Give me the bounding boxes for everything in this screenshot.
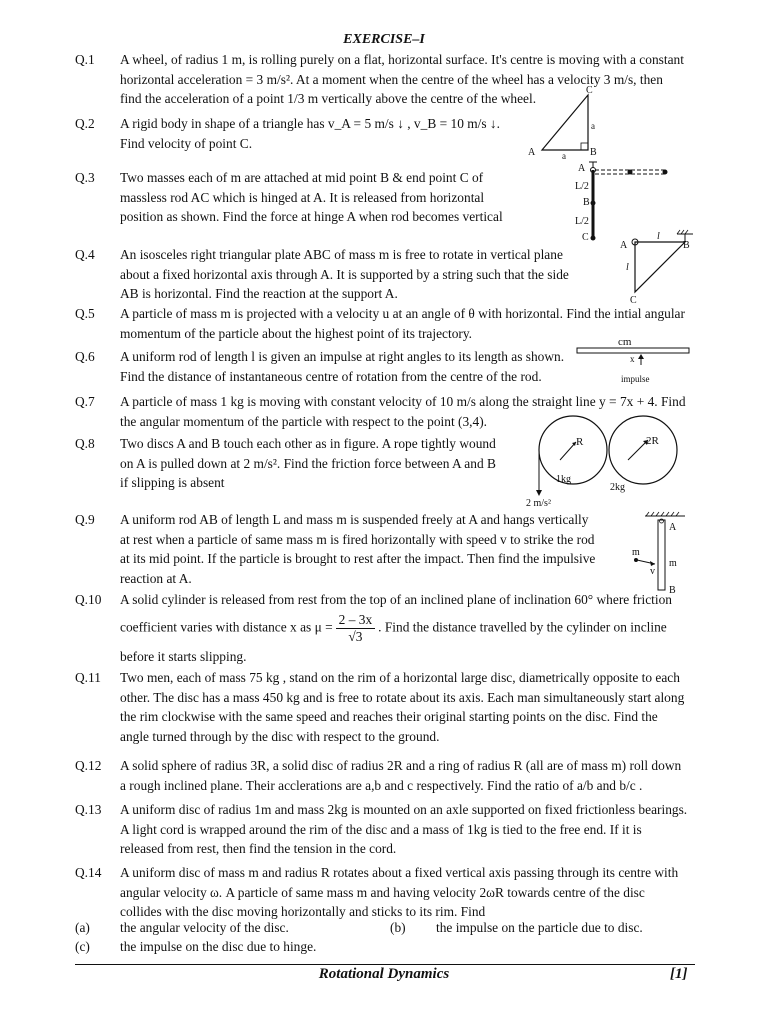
question-line: A uniform rod of length l is given an impulse at right angles to its length as shown. — [120, 349, 565, 364]
question-text — [120, 114, 500, 153]
q14-part-a-text: the angular velocity of the disc. — [120, 920, 289, 935]
question-line: A uniform disc of mass m and radius R rotates about a fixed vertical axis passing through its centre with — [120, 865, 679, 880]
question-line: reaction at A. — [120, 570, 192, 586]
question-text — [120, 510, 595, 588]
q3-label-a: A — [578, 163, 586, 174]
q6-rod-figure — [575, 335, 695, 390]
question-line: released from rest, then find the tension in the cord. — [120, 841, 397, 857]
question-line: other. The disc has a mass 450 kg and is free to rotate about its axis. Each man simultaneously start along — [120, 689, 685, 705]
question-line: momentum of the particle about the highest point of its trajectory. — [120, 325, 473, 341]
question-line: Two discs A and B touch each other as in figure. A rope tightly wound — [120, 436, 496, 451]
question-line: A uniform disc of radius 1m and mass 2kg is mounted on an axle supported on fixed frictionless bearings. — [120, 802, 688, 817]
question-line: Find the distance of instantaneous centre of rotation from the centre of the rod. — [120, 368, 542, 384]
q2-triangle-figure — [520, 85, 610, 160]
question-text — [120, 668, 684, 746]
footer-title: Rotational Dynamics — [318, 966, 450, 982]
q8-label-2kg: 2kg — [610, 482, 625, 493]
q4-side-l-top: l — [657, 231, 660, 242]
q9-label-m-rod: m — [669, 558, 677, 569]
page-number: [1] — [670, 966, 688, 982]
question-line: about a fixed horizontal axis through A. It is supported by a string such that the side — [120, 266, 569, 282]
question-line: A wheel, of radius 1 m, is rolling purely on a flat, horizontal surface. It's centre is moving with a constant — [120, 52, 684, 67]
q14-part-b-text: the impulse on the particle due to disc. — [436, 920, 643, 935]
question-number: Q.13 — [75, 802, 102, 817]
q8-label-2r: 2R — [646, 435, 659, 447]
question-line: A rigid body in shape of a triangle has v_A = 5 m/s ↓ , v_B = 10 m/s ↓. — [120, 116, 500, 131]
q10-mu-fraction — [336, 612, 375, 645]
q4-label-c: C — [630, 295, 637, 306]
q2-label-b: B — [590, 147, 597, 158]
q3-label-l2: L/2 — [575, 216, 589, 227]
question-line: angular velocity ω. A particle of same mass m and having velocity 2ωR towards centre of the disc — [120, 884, 645, 900]
q3-label-l1: L/2 — [575, 181, 589, 192]
question-line: Find velocity of point C. — [120, 135, 253, 151]
question-line: A uniform rod AB of length L and mass m is suspended freely at A and hangs vertically — [120, 512, 589, 527]
question-number: Q.3 — [75, 170, 95, 185]
question-text — [120, 800, 687, 859]
q3-label-c: C — [582, 232, 589, 243]
fraction-numerator: 2 – 3x — [336, 612, 375, 629]
question-line: A light cord is wrapped around the rim of the disc and a mass of 1kg is tied to the free end. If it is — [120, 821, 642, 837]
fraction-denominator: √3 — [348, 628, 363, 644]
q2-side-a-vertical: a — [591, 121, 595, 131]
question-text — [120, 347, 564, 386]
question-line: Two masses each of m are attached at mid point B & end point C of — [120, 170, 484, 185]
q4-side-l-left: l — [626, 262, 629, 273]
question-text — [120, 863, 678, 922]
q14-part-c-text: the impulse on the disc due to hinge. — [120, 939, 317, 954]
question-text — [120, 434, 496, 493]
q8-discs-figure — [520, 412, 700, 512]
q4-plate-figure — [615, 228, 695, 308]
question-line: massless rod AC which is hinged at A. It is released from horizontal — [120, 189, 485, 205]
q4-label-b: B — [683, 240, 690, 251]
q6-label-cm: cm — [618, 336, 632, 348]
q10-text-before-fraction: coefficient varies with distance x as μ = — [120, 619, 333, 635]
question-number: Q.5 — [75, 306, 95, 321]
q9-label-m-particle: m — [632, 547, 640, 558]
q8-label-1kg: 1kg — [556, 474, 571, 485]
question-number: Q.6 — [75, 349, 95, 364]
question-line: if slipping is absent — [120, 475, 225, 491]
q2-side-a-horizontal: a — [562, 151, 566, 161]
question-text — [120, 245, 569, 304]
question-text — [120, 756, 681, 795]
question-number: Q.10 — [75, 592, 102, 607]
question-line: An isosceles right triangular plate ABC of mass m is free to rotate in vertical plane — [120, 247, 563, 262]
q4-label-a: A — [620, 240, 628, 251]
q9-label-a: A — [669, 522, 677, 533]
question-line: position as shown. Find the force at hinge A when rod becomes vertical — [120, 209, 503, 225]
q9-rod-figure — [625, 512, 695, 594]
question-number: Q.12 — [75, 758, 102, 773]
question-line: before it starts slipping. — [120, 648, 247, 664]
q14-part-b-label: (b) — [390, 920, 406, 935]
question-line: A particle of mass m is projected with a velocity u at an angle of θ with horizontal. Find the intial angular — [120, 306, 685, 321]
question-line: at rest when a particle of same mass m is fired horizontally with speed v to strike the rod — [120, 531, 595, 547]
question-number: Q.9 — [75, 512, 95, 527]
question-line: A particle of mass 1 kg is moving with constant velocity of 10 m/s along the straight line y = 7x + 4. Find — [120, 394, 686, 409]
question-number: Q.11 — [75, 670, 101, 685]
q8-label-acc: 2 m/s² — [526, 498, 551, 509]
question-line: AB is horizontal. Find the reaction at the support A. — [120, 286, 398, 302]
question-line: on A is pulled down at 2 m/s². Find the friction force between A and B — [120, 455, 496, 471]
question-line: the rim clockwise with the same speed and reaches their original starting points on the disc. Find the — [120, 709, 658, 725]
footer-rule — [75, 964, 695, 965]
q3-label-b: B — [583, 197, 590, 208]
question-number: Q.8 — [75, 436, 95, 451]
question-line: A solid sphere of radius 3R, a solid disc of radius 2R and a ring of radius R (all are of mass m) roll down — [120, 758, 682, 773]
exercise-title: EXERCISE–I — [343, 32, 425, 47]
q9-label-b: B — [669, 585, 676, 596]
q6-label-x: x — [630, 354, 635, 364]
question-number: Q.4 — [75, 247, 95, 262]
question-text — [120, 590, 672, 666]
q14-part-c-label: (c) — [75, 939, 90, 954]
question-line: A solid cylinder is released from rest from the top of an inclined plane of inclination 60° where friction — [120, 592, 672, 607]
q6-label-impulse: impulse — [621, 374, 650, 384]
question-line: angle turned through by the disc with respect to the ground. — [120, 728, 440, 744]
question-number: Q.7 — [75, 394, 95, 409]
q9-label-v: v — [650, 566, 655, 577]
question-line: at its mid point. If the particle is brought to rest after the impact. Then find the impulsive — [120, 551, 596, 567]
q2-label-a: A — [528, 147, 536, 158]
question-number: Q.14 — [75, 865, 102, 880]
question-line: horizontal acceleration = 3 m/s². At a moment when the centre of the wheel has a velocity 3 m/s, then — [120, 71, 663, 87]
question-number: Q.2 — [75, 116, 95, 131]
question-number: Q.1 — [75, 52, 95, 67]
question-line-with-fraction — [120, 612, 672, 645]
question-text — [120, 168, 503, 227]
question-line: Two men, each of mass 75 kg , stand on the rim of a horizontal large disc, diametrically opposite to each — [120, 670, 680, 685]
q14-part-a-label: (a) — [75, 920, 90, 935]
q10-text-after-fraction: . Find the distance travelled by the cylinder on incline — [378, 619, 667, 635]
question-line: the angular momentum of the particle with respect to the point (3,4). — [120, 413, 488, 429]
q2-label-c: C — [586, 85, 593, 96]
question-line: collides with the disc moving horizontally and sticks to its rim. Find — [120, 904, 486, 920]
question-line: a rough inclined plane. Their acclerations are a,b and c respectively. Find the ratio of a/b and b/c . — [120, 777, 643, 793]
q8-label-r: R — [576, 436, 584, 448]
question-line: find the acceleration of a point 1/3 m vertically above the centre of the wheel. — [120, 91, 537, 107]
